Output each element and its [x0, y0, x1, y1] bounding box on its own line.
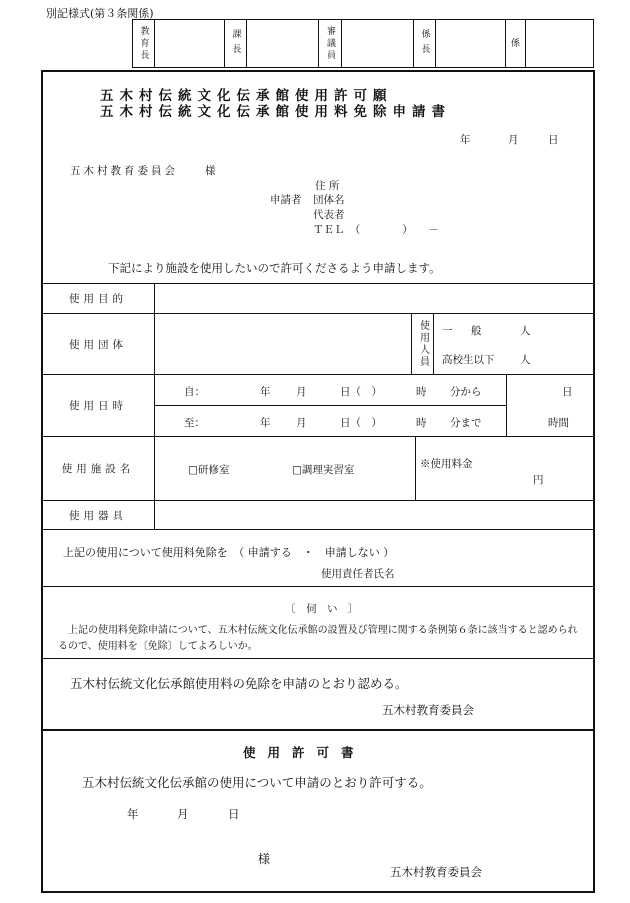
- to-month: 月: [296, 417, 307, 429]
- facility-option-cooking-room[interactable]: □調理実習室: [292, 464, 355, 476]
- form-title-permit: 五木村伝統文化伝承館使用許可願: [100, 88, 393, 104]
- applicant-address-label: 住 所: [315, 180, 340, 192]
- form-label: 別記様式(第３条関係): [46, 7, 154, 20]
- days-unit: 日: [562, 386, 573, 398]
- applicant-tel-label: ＴＥＬ （ ） －: [313, 224, 439, 236]
- to-minute: 分まで: [450, 417, 482, 429]
- facility-option-training-room[interactable]: □研修室: [188, 464, 230, 476]
- permit-title: 使用許可書: [243, 745, 366, 760]
- label-group: 使用団体: [69, 338, 127, 351]
- request-statement: 下記により施設を使用したいので許可くださるよう申請します。: [108, 261, 441, 275]
- inquiry-body: 上記の使用料免除申請について、五木村伝統文化伝承館の設置及び管理に関する条例第６条に該当すると認められるので、使用料を〔免除〕してよろしいか。: [58, 625, 578, 652]
- group-field[interactable]: [155, 314, 411, 374]
- to-label: 至：: [184, 417, 205, 429]
- label-purpose: 使用目的: [69, 293, 127, 305]
- form-title-exemption: 五木村伝統文化伝承館使用料免除申請書: [100, 104, 451, 120]
- from-label: 自：: [184, 386, 205, 398]
- date-day: 日: [548, 134, 559, 146]
- to-year: 年: [260, 417, 271, 429]
- responsible-person-label: 使用責任者氏名: [321, 568, 395, 580]
- addressee: 五木村教育委員会 様: [70, 165, 219, 177]
- inquiry-title: 〔 伺 い 〕: [285, 603, 359, 615]
- applicant-rep-label: 代表者: [313, 209, 345, 221]
- exemption-request: 上記の使用について使用料免除を （ 申請する ・ 申請しない ）: [63, 546, 395, 559]
- hours-unit: 時間: [548, 417, 569, 429]
- permit-date-day: 日: [228, 807, 240, 821]
- stamp-label-kakari: 係: [510, 38, 520, 49]
- permit-issuer: 五木村教育委員会: [390, 865, 482, 879]
- date-year: 年: [460, 134, 471, 146]
- date-month: 月: [508, 134, 519, 146]
- from-day: 日（ ）: [340, 386, 382, 398]
- users-students-label: 高校生以下: [442, 354, 495, 366]
- from-minute: 分から: [450, 386, 482, 398]
- label-datetime: 使用日時: [69, 400, 127, 412]
- label-equipment: 使用器具: [69, 509, 127, 522]
- approval-issuer: 五木村教育委員会: [382, 703, 474, 717]
- stamp-label-kakaricho: 係長: [419, 28, 430, 59]
- stamp-label-kacho: 課長: [230, 28, 241, 59]
- to-day: 日（ ）: [340, 417, 382, 429]
- permit-statement: 五木村伝統文化伝承館の使用について申請のとおり許可する。: [82, 775, 432, 790]
- fee-label: ※使用料金: [420, 458, 473, 470]
- purpose-field[interactable]: [155, 284, 594, 313]
- label-facility: 使用施設名: [61, 463, 135, 475]
- from-hour: 時: [416, 386, 427, 398]
- applicant-label: 申請者: [270, 194, 302, 206]
- permit-date-month: 月: [177, 807, 189, 821]
- permit-honorific: 様: [258, 852, 271, 866]
- approval-statement: 五木村伝統文化伝承館使用料の免除を申請のとおり認める。: [70, 676, 408, 691]
- from-month: 月: [296, 386, 307, 398]
- users-general-unit: 人: [520, 325, 531, 337]
- stamp-label-shingiin: 審議員: [325, 25, 335, 62]
- users-students-unit: 人: [520, 354, 531, 366]
- users-general-label: 一 般: [442, 325, 486, 337]
- equipment-field[interactable]: [155, 501, 594, 529]
- from-year: 年: [260, 386, 271, 398]
- applicant-org-label: 団体名: [313, 194, 345, 206]
- to-hour: 時: [416, 417, 427, 429]
- permit-date-year: 年: [127, 807, 139, 821]
- label-users: 使用人員: [417, 320, 429, 368]
- fee-unit: 円: [533, 474, 544, 486]
- stamp-label-kyoikucho: 教育長: [138, 25, 149, 62]
